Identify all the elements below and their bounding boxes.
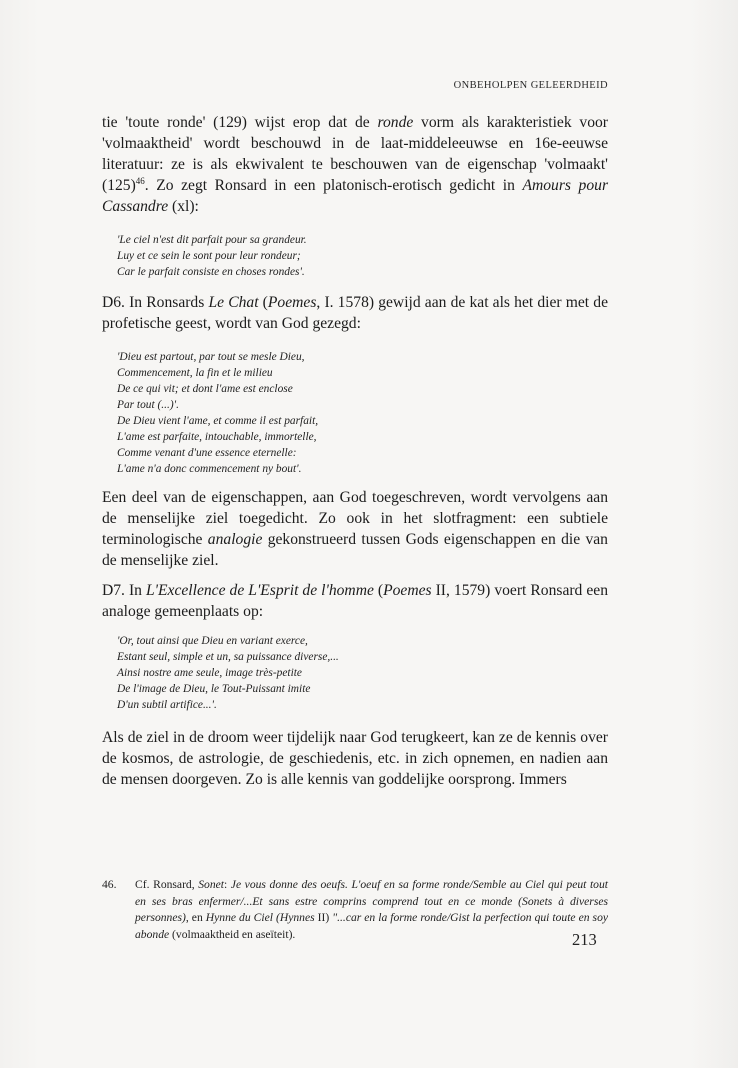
verse-line: 'Dieu est partout, par tout se mesle Dieu, — [117, 351, 305, 363]
verse-line: Luy et ce sein le sont pour leur rondeur; — [117, 250, 301, 262]
verse-line: Car le parfait consiste en choses rondes'. — [117, 266, 305, 278]
verse-line: L'ame est parfaite, intouchable, immortelle, — [117, 431, 317, 443]
paragraph-droom: Als de ziel in de droom weer tijdelijk naar God terugkeert, kan ze de kennis over de kosmos, de astrologie, de geschiedenis, etc. in zich opnemen, en nadien aan de mensen doorgeven. Zo is alle kennis van goddelijke oorsprong. Immers — [102, 729, 608, 788]
footnote-ref-46[interactable]: 46 — [135, 175, 145, 186]
verse-line: D'un subtil artifice...'. — [117, 699, 217, 711]
paragraph-d6: D6. In Ronsards Le Chat (Poemes, I. 1578) gewijd aan de kat als het dier met de profetische geest, wordt van God gezegd: — [102, 294, 609, 332]
footnote-text: Cf. Ronsard, Sonet: Je vous donne des oeufs. L'oeuf en sa forme ronde/Semble au Ciel qui peut tout en ses bras enfermer/...Et sans estre comprins comprend tout en ce monde (Sonets à diverses personnes), en Hynne du Ciel (Hynnes II) "...car en la forme ronde/Gist la perfection qui toute en soy abonde (volmaaktheid en aseïteit). — [135, 878, 609, 941]
verse-line: De ce qui vit; et dont l'ame est enclose — [117, 383, 293, 395]
footnote-number: 46. — [102, 878, 117, 891]
verse-line: Comme venant d'une essence eternelle: — [117, 447, 297, 459]
verse-line: Par tout (...)'. — [117, 399, 179, 411]
quote-le-chat — [117, 349, 597, 477]
page-number: 213 — [572, 930, 597, 949]
paragraph-eigenschappen: Een deel van de eigenschappen, aan God toegeschreven, wordt vervolgens aan de menselijke ziel toegedicht. Zo ook in het slotfragment: een subtiele terminologische analogie gekonstrueerd tussen Gods eigenschappen en die van de menselijke ziel. — [102, 489, 608, 569]
paragraph-d7: D7. In L'Excellence de L'Esprit de l'homme (Poemes II, 1579) voert Ronsard een analoge gemeenplaats op: — [102, 582, 609, 620]
verse-line: 'Or, tout ainsi que Dieu en variant exerce, — [117, 635, 308, 647]
verse-line: De l'image de Dieu, le Tout-Puissant imite — [117, 683, 311, 695]
quote-excellence — [117, 633, 597, 713]
verse-line: Ainsi nostre ame seule, image très-petite — [117, 667, 302, 679]
footnote-46 — [102, 877, 608, 943]
verse-line: De Dieu vient l'ame, et comme il est parfait, — [117, 415, 319, 427]
verse-line: 'Le ciel n'est dit parfait pour sa grandeur. — [117, 234, 307, 246]
running-head: ONBEHOLPEN GELEERDHEID — [453, 80, 608, 91]
verse-line: Estant seul, simple et un, sa puissance diverse,... — [117, 651, 339, 663]
verse-line: L'ame n'a donc commencement ny bout'. — [117, 463, 302, 475]
paragraph-ronde: tie 'toute ronde' (129) wijst erop dat de ronde vorm als karakteristiek voor 'volmaaktheid' wordt beschouwd in de laat-middeleeuwse en 16e-eeuwse literatuur: ze is als ekwivalent te beschouwen van de eigenschap 'volmaakt' $(125)^{46}$. Zo zegt Ronsard in een platonisch-erotisch gedicht in Amours pour Cassandre (xl): — [102, 114, 609, 215]
quote-cassandre — [117, 232, 597, 280]
verse-line: Commencement, la fin et le milieu — [117, 367, 273, 379]
